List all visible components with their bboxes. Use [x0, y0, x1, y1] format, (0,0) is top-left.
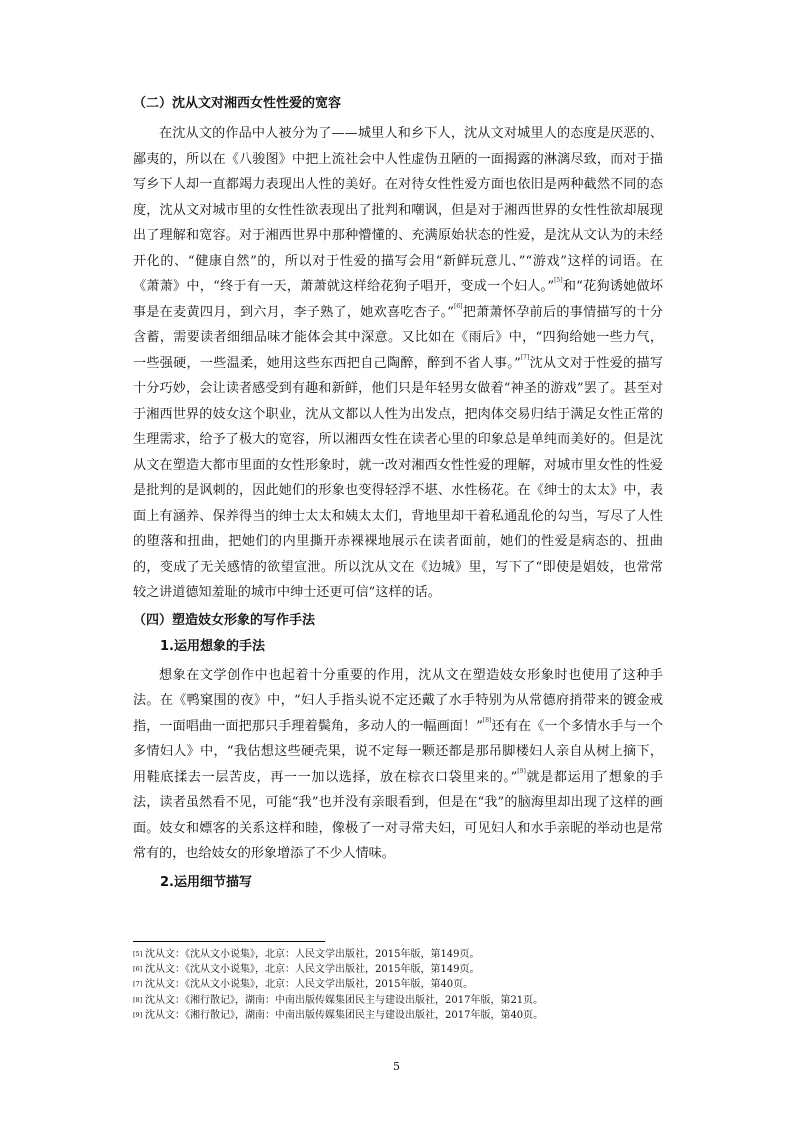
para-text: 还有在《一个多情水手与一个多情妇人》中，“我估想这些硬壳果，说不定每一颗还都是那吊脚楼妇人亲自从树上摘下，用鞋底揉去一层苦皮，再一一加以选择，放在棕衣口袋里来的。”	[133, 718, 663, 785]
footnote-8	[133, 993, 663, 1008]
footnote-6	[133, 962, 663, 977]
footnotes	[133, 947, 663, 1023]
footnote-text: 沈从文：《沈从文小说集》，北京：人民文学出版社，2015年版，第40页。	[145, 979, 474, 991]
body-content	[133, 94, 663, 893]
para-text: 沈从文对于性爱的描写十分巧妙，会让读者感受到有趣和新鲜，他们只是年轻男女做着“神圣的游戏”罢了。甚至对于湘西世界的妓女这个职业，沈从文都以人性为出发点，把肉体交易归结于满足女性正常的生理需求，给予了极大的宽容，所以湘西女性在读者心里的印象总是单纯而美好的。但是沈从文在塑造大都市里面的女性形象时，就一改对湘西女性性爱的理解，对城市里女性的性爱是批判的是讽刺的，因此她们的形象也变得轻浮不堪、水性杨花。在《绅士的太太》中，表面上有涵养、保养得当的绅士太太和姨太太们，背地里却干着私通乱伦的勾当，写尽了人性的堕落和扭曲，把她们的内里撕开赤裸裸地展示在读者面前，她们的性爱是病态的、扭曲的，变成了无关感情的欲望宣泄。所以沈从文在《边城》里，写下了“即使是娼妓，也常常较之讲道德知羞耻的城市中绅士还更可信”这样的话。	[133, 355, 663, 600]
footnote-ref-6[interactable]: [6]	[453, 302, 463, 310]
footnote-mark: [8]	[133, 995, 143, 1004]
footnote-text: 沈从文：《湘行散记》，湖南：中南出版传媒集团民主与建设出版社，2017年版，第21页。	[145, 994, 544, 1006]
footnote-ref-7[interactable]: [7]	[520, 353, 530, 361]
para-text: 和“花狗诱她做坏事是在麦黄四月，到六月，李子熟了，她欢喜吃杏子。”	[133, 279, 663, 320]
page-number: 5	[393, 1060, 400, 1073]
footnote-ref-9[interactable]: [9]	[517, 767, 526, 775]
subheading-detail: 2.运用细节描写	[160, 874, 252, 890]
footnote-mark: [9]	[133, 1010, 143, 1019]
footnote-5	[133, 947, 663, 962]
body-paragraph-1	[133, 121, 663, 606]
para-text: 在沈从文的作品中人被分为了——城里人和乡下人，沈从文对城里人的态度是厌恶的、鄙夷的，所以在《八骏图》中把上流社会中人性虚伪丑陋的一面揭露的淋漓尽致，而对于描写乡下人却一直都竭力表现出人性的美好。在对待女性性爱方面也依旧是两种截然不同的态度，沈从文对城市里的女性性欲表现出了批判和嘲讽，但是对于湘西世界的女性性欲却展现出了理解和宽容。对于湘西世界中那种懵懂的、充满原始状态的性爱，是沈从文认为的未经开化的、“健康自然”的，所以对于性爱的描写会用“新鲜玩意儿、”“游戏”这样的词语。在《萧萧》中，“终于有一天，萧萧就这样给花狗子唱开，变成一个妇人。”	[133, 126, 663, 294]
footnote-9	[133, 1008, 663, 1023]
para-text: 把萧萧怀孕前后的事情描写的十分含蓄，需要读者细细品味才能体会其中深意。又比如在《雨后》中，“四狗给她一些力气，一些强硬，一些温柔，她用这些东西把自己陶醉，醉到不省人事。”	[133, 304, 664, 371]
footnote-text: 沈从文：《沈从文小说集》，北京：人民文学出版社，2015年版，第149页。	[145, 949, 480, 960]
footnote-ref-5[interactable]: [5]	[554, 277, 563, 284]
footnote-text: 沈从文：《沈从文小说集》，北京：人民文学出版社，2015年版，第149页。	[145, 964, 480, 976]
subheading-imagination: 1.运用想象的手法	[160, 638, 265, 654]
para-text: 就是都运用了想象的手法，读者虽然看不见，可能“我”也并没有亲眼看到，但是在“我”的脑海里却出现了这样的画面。妓女和嫖客的关系这样和睦，像极了一对寻常夫妇，可见妇人和水手亲昵的举动也是常常有的，也给妓女的形象增添了不少人情味。	[133, 769, 663, 861]
footnote-7	[133, 977, 663, 992]
section-heading-4: （四）塑造妓女形象的写作手法	[133, 612, 316, 628]
section-heading-2: （二）沈从文对湘西女性性爱的宽容	[133, 96, 342, 111]
footnote-mark: [5]	[133, 950, 143, 958]
footnote-separator	[133, 941, 325, 942]
footnote-mark: [7]	[133, 980, 143, 989]
footnote-text: 沈从文：《湘行散记》，湖南：中南出版传媒集团民主与建设出版社，2017年版，第40页。	[145, 1009, 544, 1021]
footnote-ref-8[interactable]: [8]	[482, 716, 492, 724]
footnote-mark: [6]	[133, 965, 143, 974]
body-paragraph-2	[133, 663, 663, 867]
para-text: 想象在文学创作中也起着十分重要的作用，沈从文在塑造妓女形象时也使用了这种手法。在《鸭窠围的夜》中，“妇人手指头说不定还戴了水手特别为从常德府捎带来的镀金戒指，一面唱曲一面把那只手理着鬓角，多动人的一幅画面！”	[133, 667, 663, 734]
